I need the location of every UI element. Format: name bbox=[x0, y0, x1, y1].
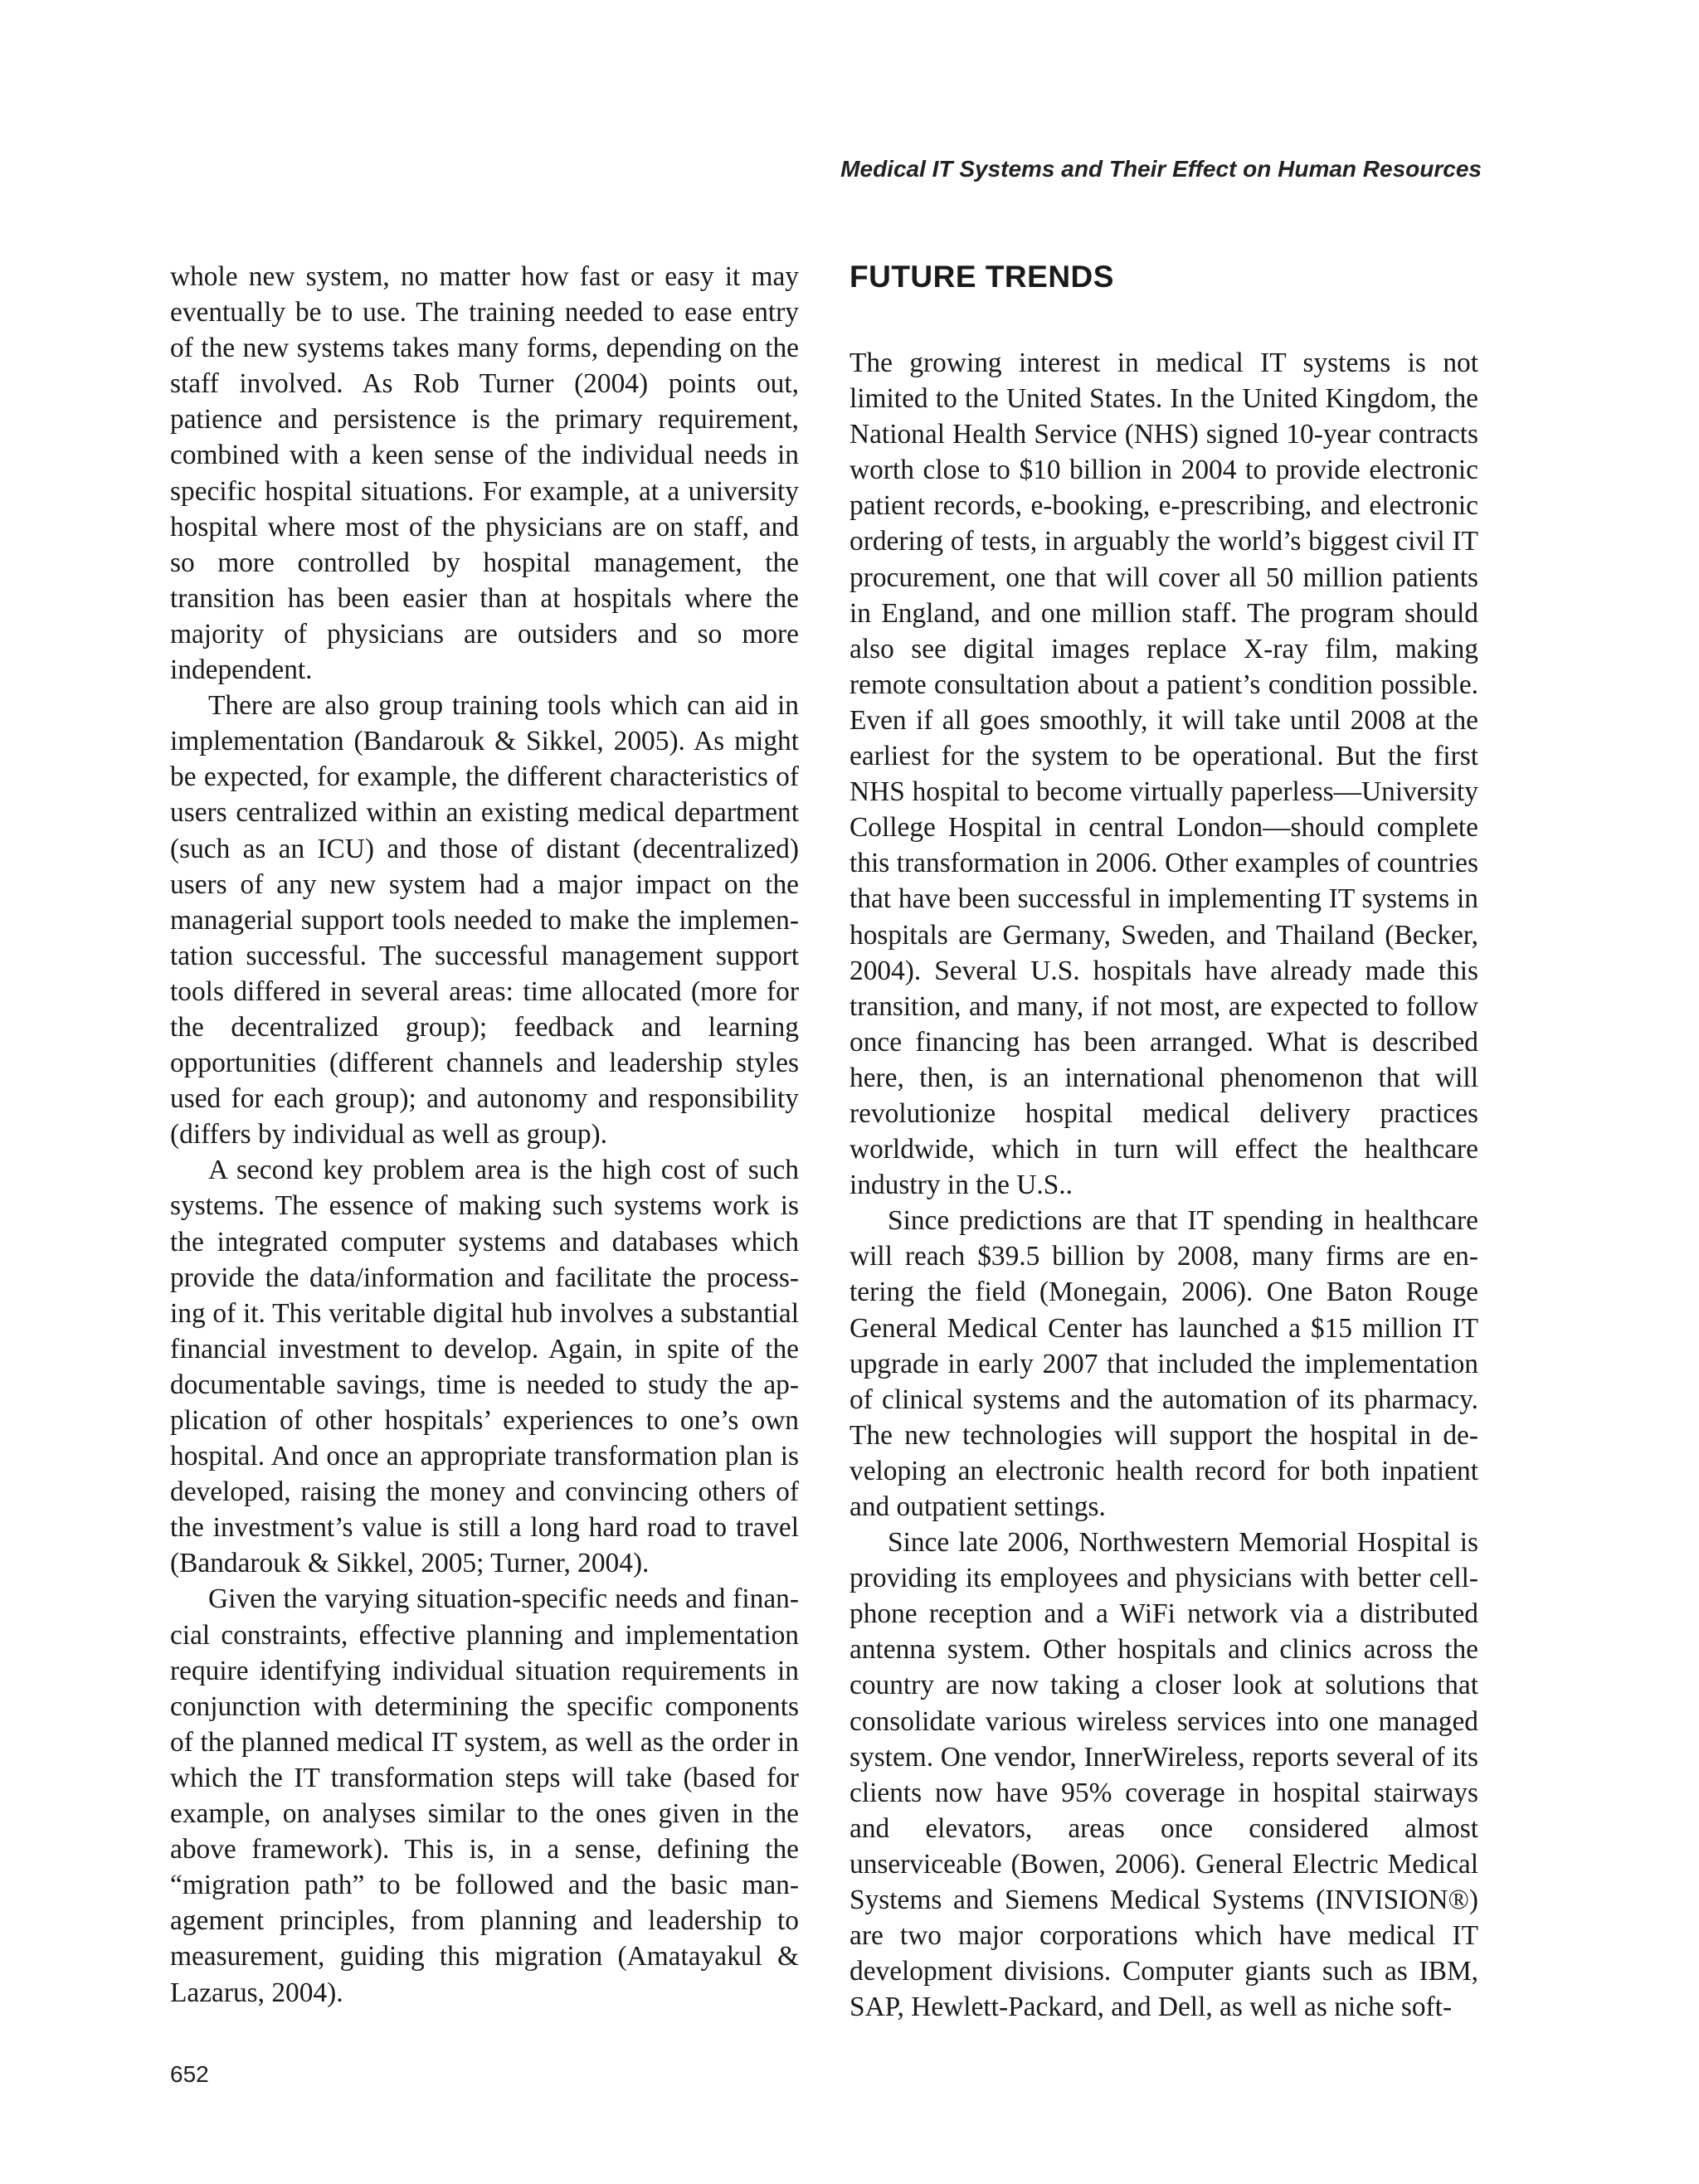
body-paragraph: Since late 2006, Northwestern Memorial Hospital is providing its employees and physicians with better cell-phone reception and a WiFi network via a distributed antenna system. Other hospitals and clinics across the country are now taking a closer look at solutions that consolidate various wireless services into one managed system. One vendor, InnerWireless, reports several of its clients now have 95% coverage in hospital stairways and elevators, areas once considered almost unserviceable (Bowen, 2006). General Electric Medical Systems and Siemens Medical Systems (INVISION®) are two major corporations which have medical IT development divisions. Computer giants such as IBM, SAP, Hewlett-Packard, and Dell, as well as niche soft- bbox=[850, 1527, 1478, 2023]
body-paragraph: Since predictions are that IT spending in healthcare will reach $39.5 billion by 2008, many firms are entering the field (Monegain, 2006). One Baton Rouge General Medical Center has launched a $15 million IT upgrade in early 2007 that included the implementation of clinical systems and the automation of its pharmacy. The new technologies will support the hospital in developing an electronic health record for both inpatient and outpatient settings. bbox=[850, 1205, 1478, 1522]
page-number: 652 bbox=[170, 2061, 209, 2087]
running-header: Medical IT Systems and Their Effect on Human Resources bbox=[840, 156, 1482, 182]
body-paragraph: The growing interest in medical IT systems is not limited to the United States. In the United Kingdom, the National Health Service (NHS) signed 10-year contracts worth close to $10 billion in 2004 to provide electronic patient records, e-booking, e-prescribing, and electronic ordering of tests, in arguably the world’s biggest civil IT procurement, one that will cover all 50 million patients in England, and one million staff. The program should also see digital images replace X-ray film, making remote consultation about a patient’s condition possible. Even if all goes smoothly, it will take until 2008 at the earliest for the system to be operational. But the first NHS hospital to become virtually paperless—University College Hospital in central London—should complete this transformation in 2006. Other examples of countries that have been successful in implementing IT systems in hospitals are Germany, Sweden, and Thailand (Becker, 2004). Several U.S. hospitals have already made this transition, and many, if not most, are expected to follow once financing has been arranged. What is described here, then, is an international phenomenon that will revolutionize hospital medical delivery practices worldwide, which in turn will effect the healthcare industry in the U.S.. bbox=[850, 348, 1478, 1201]
body-paragraph: A second key problem area is the high cost of such systems. The essence of making such systems work is the integrated computer systems and databases which provide the data/information and facilitate the processing of it. This veritable digital hub involves a substantial financial investment to develop. Again, in spite of the documentable savings, time is needed to study the application of other hospitals’ experiences to one’s own hospital. And once an appropriate transformation plan is developed, raising the money and convincing others of the investment’s value is still a long hard road to travel (Bandarouk & Sikkel, 2005; Turner, 2004). bbox=[170, 1155, 799, 1579]
left-column bbox=[170, 259, 799, 2011]
right-column bbox=[850, 259, 1478, 2025]
body-paragraph: Given the varying situation-specific needs and financial constraints, effective planning and implementation require identifying individual situation requirements in conjunction with determining the specific components of the planned medical IT system, as well as the order in which the IT transformation steps will take (based for example, on analyses similar to the ones given in the above framework). This is, in a sense, defining the “migration path” to be followed and the basic management principles, from planning and leadership to measurement, guiding this migration (Amatayakul & Lazarus, 2004). bbox=[170, 1583, 799, 2008]
section-heading: FUTURE TRENDS bbox=[850, 260, 1114, 294]
body-paragraph: There are also group training tools which can aid in implementation (Bandarouk & Sikkel, 2005). As might be expected, for example, the different characteristics of users centralized within an existing medical department (such as an ICU) and those of distant (decentralized) users of any new system had a major impact on the managerial support tools needed to make the implementation successful. The successful management support tools differed in several areas: time allocated (more for the decentralized group); feedback and learning opportunities (different channels and leadership styles used for each group); and autonomy and responsibility (differs by individual as well as group). bbox=[170, 690, 799, 1150]
body-paragraph: whole new system, no matter how fast or easy it may eventually be to use. The training needed to ease entry of the new systems takes many forms, depending on the staff involved. As Rob Turner (2004) points out, patience and persistence is the primary requirement, combined with a keen sense of the individual needs in specific hospital situations. For example, at a university hospital where most of the physicians are on staff, and so more controlled by hospital management, the transition has been easier than at hospitals where the majority of physicians are outsiders and so more independent. bbox=[170, 261, 799, 686]
